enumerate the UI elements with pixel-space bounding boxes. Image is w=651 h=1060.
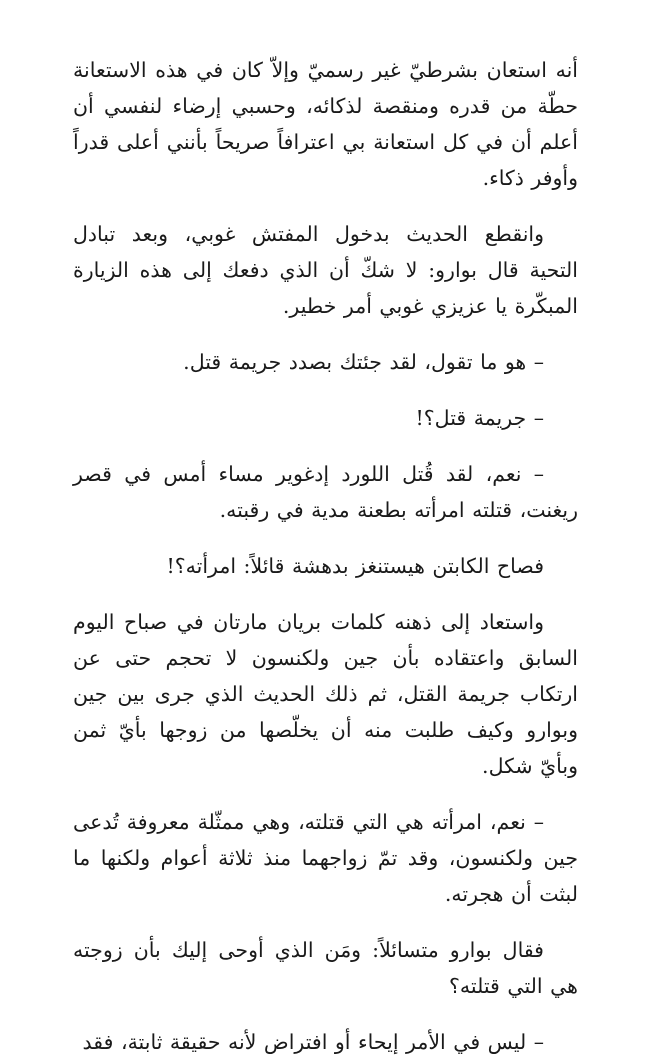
paragraph-3: – هو ما تقول، لقد جئتك بصدد جريمة قتل. xyxy=(183,350,544,374)
paragraph-9: فقال بوارو متسائلاً: ومَن الذي أوحى إليك بأن زوجته هي التي قتلته؟ xyxy=(73,938,578,998)
paragraph-6: فصاح الكابتن هيستنغز بدهشة قائلاً: امرأته؟! xyxy=(166,554,544,578)
paragraph-5: – نعم، لقد قُتل اللورد إدغوير مساء أمس في قصر ريغنت، قتلته امرأته بطعنة مدية في رقبته. xyxy=(73,462,578,522)
paragraph-7: واستعاد إلى ذهنه كلمات بريان مارتان في صباح اليوم السابق واعتقاده بأن جين ولكنسون لا تحجم حتى عن ارتكاب جريمة القتل، ثم ذلك الحديث الذي جرى بين جين وبوارو وكيف طلبت منه أن يخلّصها من زوجها بأيّ ثمن وبأيّ شكل. xyxy=(73,610,578,778)
paragraph-1: أنه استعان بشرطيّ غير رسميّ وإلاّ كان في هذه الاستعانة حطّة من قدره ومنقصة لذكائه، وحسبي إرضاء لنفسي أن أعلم أن في كل استعانة بي اعترافاً صريحاً بأنني أعلى قدراً وأوفر ذكاء. xyxy=(73,58,578,190)
paragraph-2: وانقطع الحديث بدخول المفتش غوبي، وبعد تبادل التحية قال بوارو: لا شكّ أن الذي دفعك إلى هذه الزيارة المبكّرة يا عزيزي غوبي أمر خطير. xyxy=(73,222,578,318)
paragraph-10: – ليس في الأمر إيحاء أو افتراض لأنه حقيقة ثابتة، فقد xyxy=(82,1030,544,1054)
paragraph-4: – جريمة قتل؟! xyxy=(415,406,544,430)
paragraph-8: – نعم، امرأته هي التي قتلته، وهي ممثّلة معروفة تُدعى جين ولكنسون، وقد تمّ زواجهما منذ ثلاثة أعوام ولكنها ما لبثت أن هجرته. xyxy=(73,810,578,906)
